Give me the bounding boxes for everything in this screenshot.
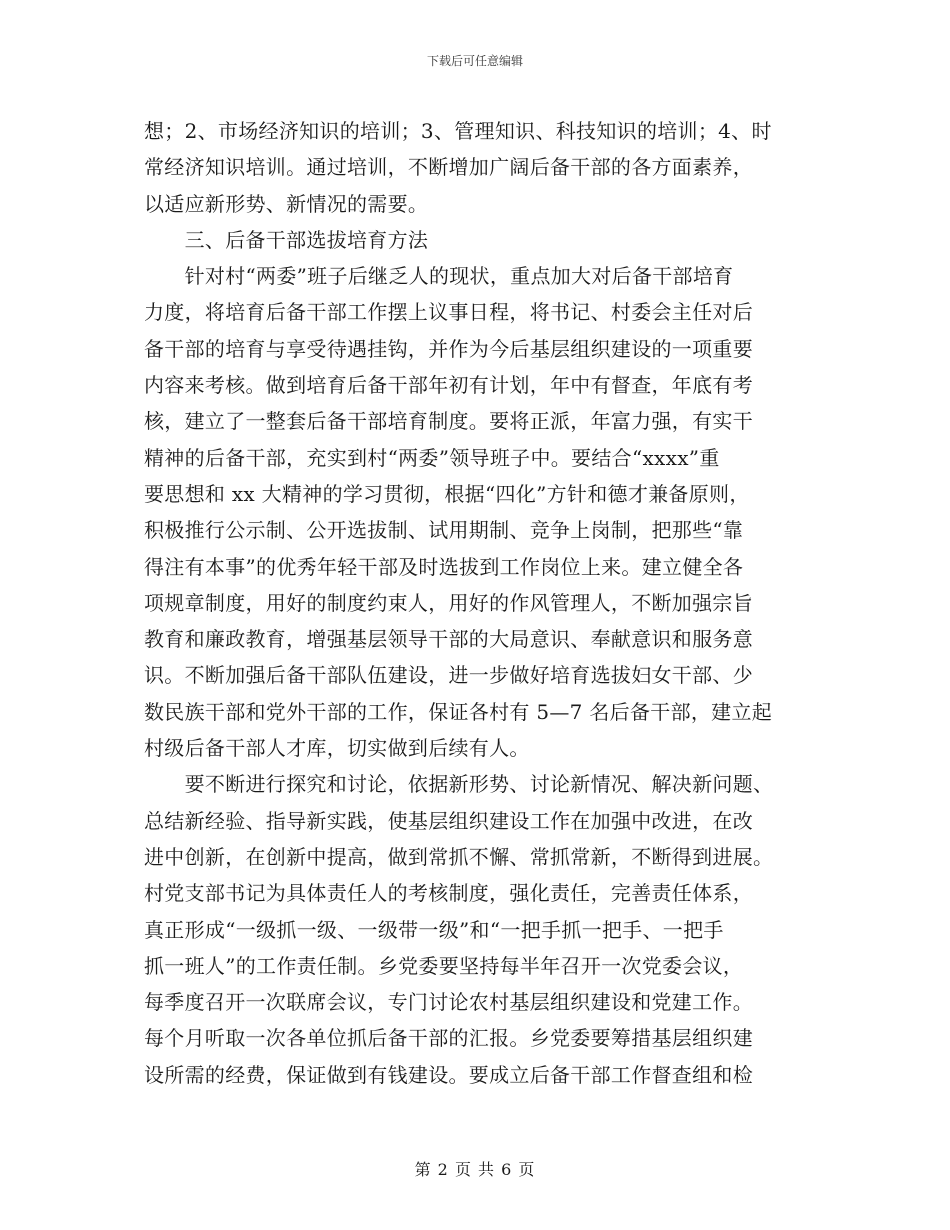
- text-line: 得注有本事”的优秀年轻干部及时选拔到工作岗位上来。建立健全各: [144, 554, 744, 579]
- text-line: 项规章制度，用好的制度约束人，用好的作风管理人，不断加强宗旨: [144, 590, 753, 615]
- text-line: 设所需的经费，保证做到有钱建设。要成立后备干部工作督查组和检: [144, 1062, 753, 1087]
- text-line: 针对村“两委”班子后继乏人的现状，重点加大对后备干部培育: [144, 264, 734, 289]
- text-line: 想；2、市场经济知识的培训；3、管理知识、科技知识的培训；4、时: [144, 119, 772, 143]
- page-header: 下载后可任意编辑: [426, 54, 523, 68]
- text-line: 抓一班人”的工作责任制。乡党委要坚持每半年召开一次党委会议，: [144, 953, 744, 978]
- text-line: 进中创新，在创新中提高，做到常抓不懈、常抓常新，不断得到进展。: [144, 844, 774, 869]
- text-line: 村党支部书记为具体责任人的考核制度，强化责任，完善责任体系，: [144, 881, 753, 906]
- text-line: 备干部的培育与享受待遇挂钩，并作为今后基层组织建设的一项重要: [144, 336, 753, 361]
- section-heading: 三、后备干部选拔培育方法: [144, 227, 429, 252]
- text-line: 精神的后备干部，充实到村“两委”领导班子中。要结合“xxxx”重: [144, 445, 720, 470]
- text-line: 常经济知识培训。通过培训，不断增加广阔后备干部的各方面素养，: [144, 155, 753, 180]
- text-line: 以适应新形势、新情况的需要。: [144, 191, 429, 216]
- text-line: 每个月听取一次各单位抓后备干部的汇报。乡党委要筹措基层组织建: [144, 1026, 753, 1051]
- text-line: 总结新经验、指导新实践，使基层组织建设工作在加强中改进，在改: [144, 808, 753, 833]
- text-line: 积极推行公示制、公开选拔制、试用期制、竞争上岗制，把那些“靠: [144, 518, 744, 543]
- document-body: [144, 113, 814, 1093]
- text-line: 识。不断加强后备干部队伍建设，进一步做好培育选拔妇女干部、少: [144, 663, 753, 688]
- text-line: 力度，将培育后备干部工作摆上议事日程，将书记、村委会主任对后: [144, 300, 753, 325]
- text-line: 要思想和 xx 大精神的学习贯彻，根据“四化”方针和德才兼备原则，: [144, 481, 750, 506]
- page-number-footer: 第 2 页 共 6 页: [414, 1160, 536, 1179]
- text-line: 数民族干部和党外干部的工作，保证各村有 5—7 名后备干部，建立起: [144, 699, 773, 724]
- text-line: 核，建立了一整套后备干部培育制度。要将正派，年富力强，有实干: [144, 409, 753, 434]
- text-line: 要不断进行探究和讨论，依据新形势、讨论新情况、解决新问题、: [144, 772, 774, 797]
- text-line: 内容来考核。做到培育后备干部年初有计划，年中有督查，年底有考: [144, 373, 753, 398]
- text-line: 真正形成“一级抓一级、一级带一级”和“一把手抓一把手、一把手: [144, 917, 724, 942]
- text-line: 村级后备干部人才库，切实做到后续有人。: [144, 736, 530, 761]
- text-line: 每季度召开一次联席会议，专门讨论农村基层组织建设和党建工作。: [144, 990, 753, 1015]
- text-line: 教育和廉政教育，增强基层领导干部的大局意识、奉献意识和服务意: [144, 627, 753, 652]
